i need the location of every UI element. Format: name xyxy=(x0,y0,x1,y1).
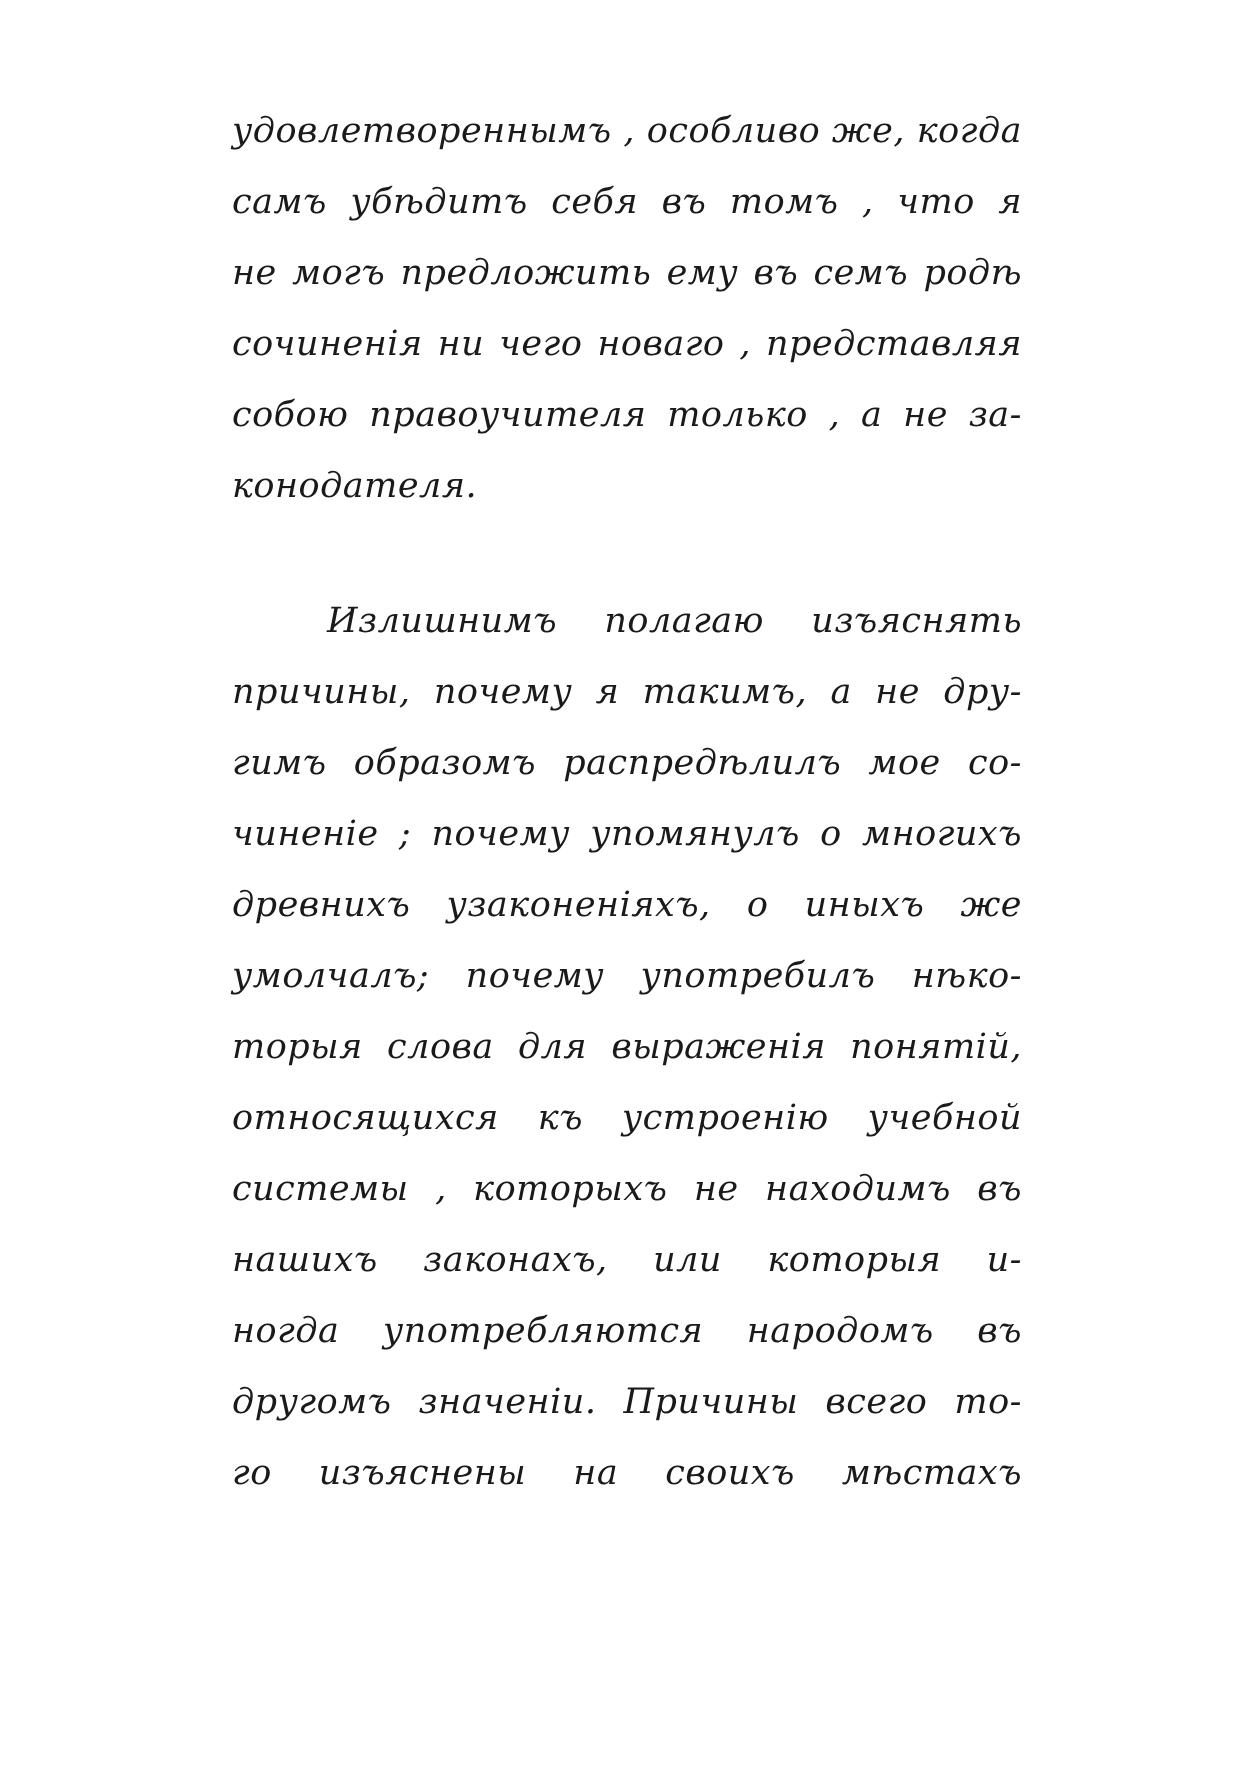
text-line: самъ убѣдитъ себя въ томъ , что я xyxy=(232,182,1022,222)
text-line: причины, почему я такимъ, а не дру- xyxy=(232,672,1022,712)
text-line: го изъяснены на своихъ мѣстахъ xyxy=(232,1453,1022,1493)
text-line: умолчалъ; почему употребилъ нѣко- xyxy=(232,956,1022,996)
text-line: гимъ образомъ распредѣлилъ мое со- xyxy=(232,743,1022,783)
text-line: системы , которыхъ не находимъ въ xyxy=(232,1169,1022,1209)
text-line: конодателя. xyxy=(232,466,478,506)
paragraph-1 xyxy=(232,96,1022,522)
text-line: собою правоучителя только , а не за- xyxy=(232,395,1022,435)
paragraph-2 xyxy=(232,586,1022,1509)
text-line: другомъ значеніи. Причины всего то- xyxy=(232,1382,1022,1422)
text-line: удовлетвореннымъ , особливо же, когда xyxy=(232,111,1022,151)
text-line: нашихъ законахъ, или которыя и- xyxy=(232,1240,1022,1280)
text-line: Излишнимъ полагаю изъяснять xyxy=(327,601,1022,641)
text-line: сочиненія ни чего новаго , представляя xyxy=(232,324,1022,364)
text-line: относящихся къ устроенію учебной xyxy=(232,1098,1022,1138)
text-line: торыя слова для выраженія понятій, xyxy=(232,1027,1022,1067)
text-line: ногда употребляются народомъ въ xyxy=(232,1311,1022,1351)
text-line: чиненіе ; почему упомянулъ о многихъ xyxy=(232,814,1022,854)
text-line: древнихъ узаконеніяхъ, о иныхъ же xyxy=(232,885,1022,925)
text-line: не могъ предложить ему въ семъ родѣ xyxy=(232,253,1022,293)
